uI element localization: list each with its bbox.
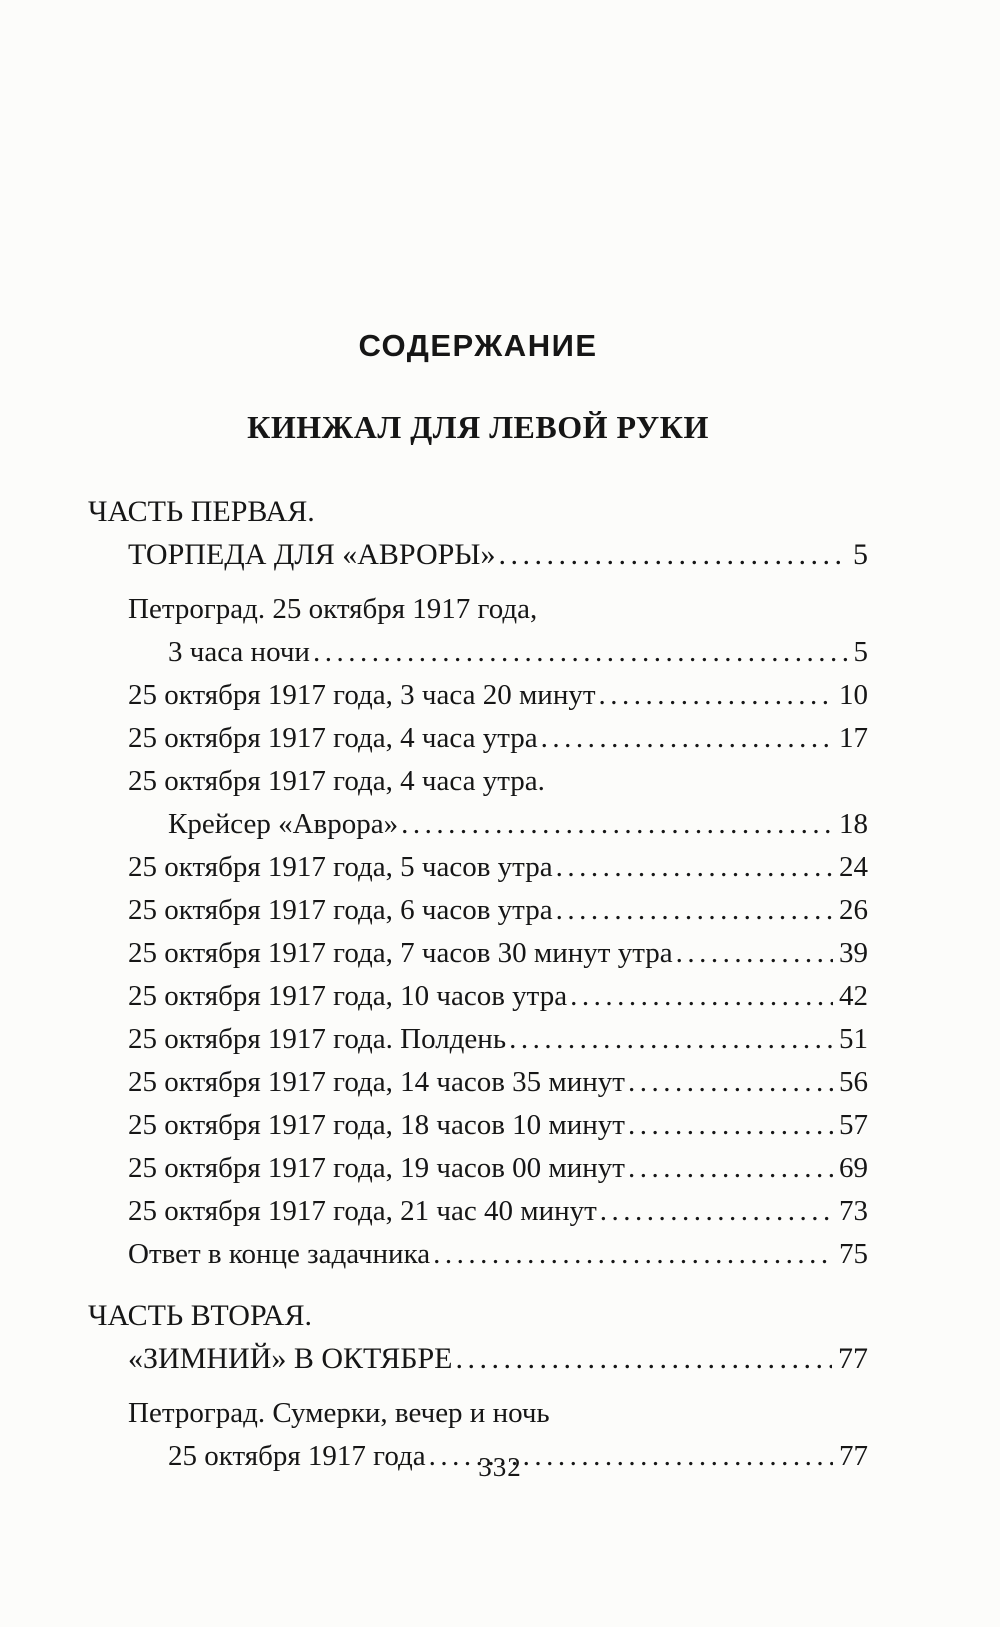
toc-entry [88, 1190, 868, 1233]
toc-entry-title-line: Петроград. 25 октября 1917 года, [128, 593, 538, 625]
toc-entry-page: 17 [839, 722, 868, 754]
toc-entry-title: 25 октября 1917 года, 5 часов утра [128, 851, 553, 883]
toc-entry [88, 1061, 868, 1104]
toc-entry-title: 25 октября 1917 года [168, 1440, 426, 1472]
toc-entry-page: 24 [839, 851, 868, 883]
toc-entry-title: 25 октября 1917 года, 7 часов 30 минут утра [128, 937, 673, 969]
dot-leader [556, 846, 833, 889]
toc-entry-title-line: ЧАСТЬ ПЕРВАЯ. [88, 495, 315, 528]
toc-entry-page: 57 [839, 1109, 868, 1141]
dot-leader [628, 1104, 833, 1147]
dot-leader [599, 674, 833, 717]
toc-entry-title: ТОРПЕДА ДЛЯ «АВРОРЫ» [128, 538, 496, 571]
toc-entry-page: 56 [839, 1066, 868, 1098]
toc-entry-page: 26 [839, 894, 868, 926]
toc-entry-page: 77 [839, 1440, 868, 1472]
toc-entry [88, 932, 868, 975]
dot-leader [600, 1190, 833, 1233]
toc-entry-title-line: Петроград. Сумерки, вечер и ночь [128, 1397, 550, 1429]
toc-entry-title: 3 часа ночи [168, 636, 310, 668]
toc-entry-page: 69 [839, 1152, 868, 1184]
dot-leader [401, 803, 833, 846]
toc-entry [88, 889, 868, 932]
toc-entry-page: 39 [839, 937, 868, 969]
contents-title: СОДЕРЖАНИЕ [358, 328, 598, 363]
dot-leader [313, 631, 848, 674]
toc-entry [88, 1018, 868, 1061]
toc-entry-title: 25 октября 1917 года, 6 часов утра [128, 894, 553, 926]
book-title: КИНЖАЛ ДЛЯ ЛЕВОЙ РУКИ [247, 409, 709, 445]
toc-entry-title: 25 октября 1917 года, 18 часов 10 минут [128, 1109, 625, 1141]
toc-entry [88, 490, 868, 576]
toc-entry-page: 5 [853, 538, 868, 571]
toc-entry-page: 77 [838, 1342, 868, 1375]
page-content [88, 328, 868, 1478]
toc-entry [88, 674, 868, 717]
toc-entry-title: «ЗИМНИЙ» В ОКТЯБРЕ [128, 1342, 453, 1375]
toc-entry-page: 75 [839, 1238, 868, 1270]
toc-entry-title-line: 25 октября 1917 года, 4 часа утра. [128, 765, 545, 797]
dot-leader [433, 1233, 833, 1276]
page-number: 332 [478, 1452, 522, 1482]
toc-entry-page: 18 [839, 808, 868, 840]
dot-leader [556, 889, 833, 932]
toc-entry-title: 25 октября 1917 года, 19 часов 00 минут [128, 1152, 625, 1184]
toc-entry-title: 25 октября 1917 года, 21 час 40 минут [128, 1195, 597, 1227]
toc-entry-title: 25 октября 1917 года, 14 часов 35 минут [128, 1066, 625, 1098]
toc-entry [88, 717, 868, 760]
toc-entry-page: 73 [839, 1195, 868, 1227]
toc-entry-title: 25 октября 1917 года. Полдень [128, 1023, 507, 1055]
dot-leader [509, 1018, 833, 1061]
toc-entry [88, 1147, 868, 1190]
toc-entry [88, 846, 868, 889]
dot-leader [455, 1337, 832, 1380]
dot-leader [628, 1147, 833, 1190]
dot-leader [676, 932, 833, 975]
dot-leader [570, 975, 833, 1018]
toc-entry-title: 25 октября 1917 года, 4 часа утра [128, 722, 538, 754]
toc-entry [88, 588, 868, 674]
toc-list [88, 490, 868, 1478]
toc-entry-title: 25 октября 1917 года, 3 часа 20 минут [128, 679, 596, 711]
toc-entry-title: Крейсер «Аврора» [168, 808, 399, 840]
dot-leader [628, 1061, 833, 1104]
toc-entry-title: Ответ в конце задачника [128, 1238, 431, 1270]
toc-entry-page: 5 [853, 636, 868, 668]
toc-entry-title: 25 октября 1917 года, 10 часов утра [128, 980, 568, 1012]
toc-entry [88, 1294, 868, 1380]
toc-entry-title-line: ЧАСТЬ ВТОРАЯ. [88, 1299, 312, 1332]
toc-entry [88, 760, 868, 846]
dot-leader [498, 533, 847, 576]
toc-entry [88, 1104, 868, 1147]
toc-entry-page: 42 [839, 980, 868, 1012]
toc-entry-page: 10 [839, 679, 868, 711]
toc-entry [88, 975, 868, 1018]
toc-entry [88, 1233, 868, 1276]
dot-leader [541, 717, 833, 760]
toc-entry-page: 51 [839, 1023, 868, 1055]
